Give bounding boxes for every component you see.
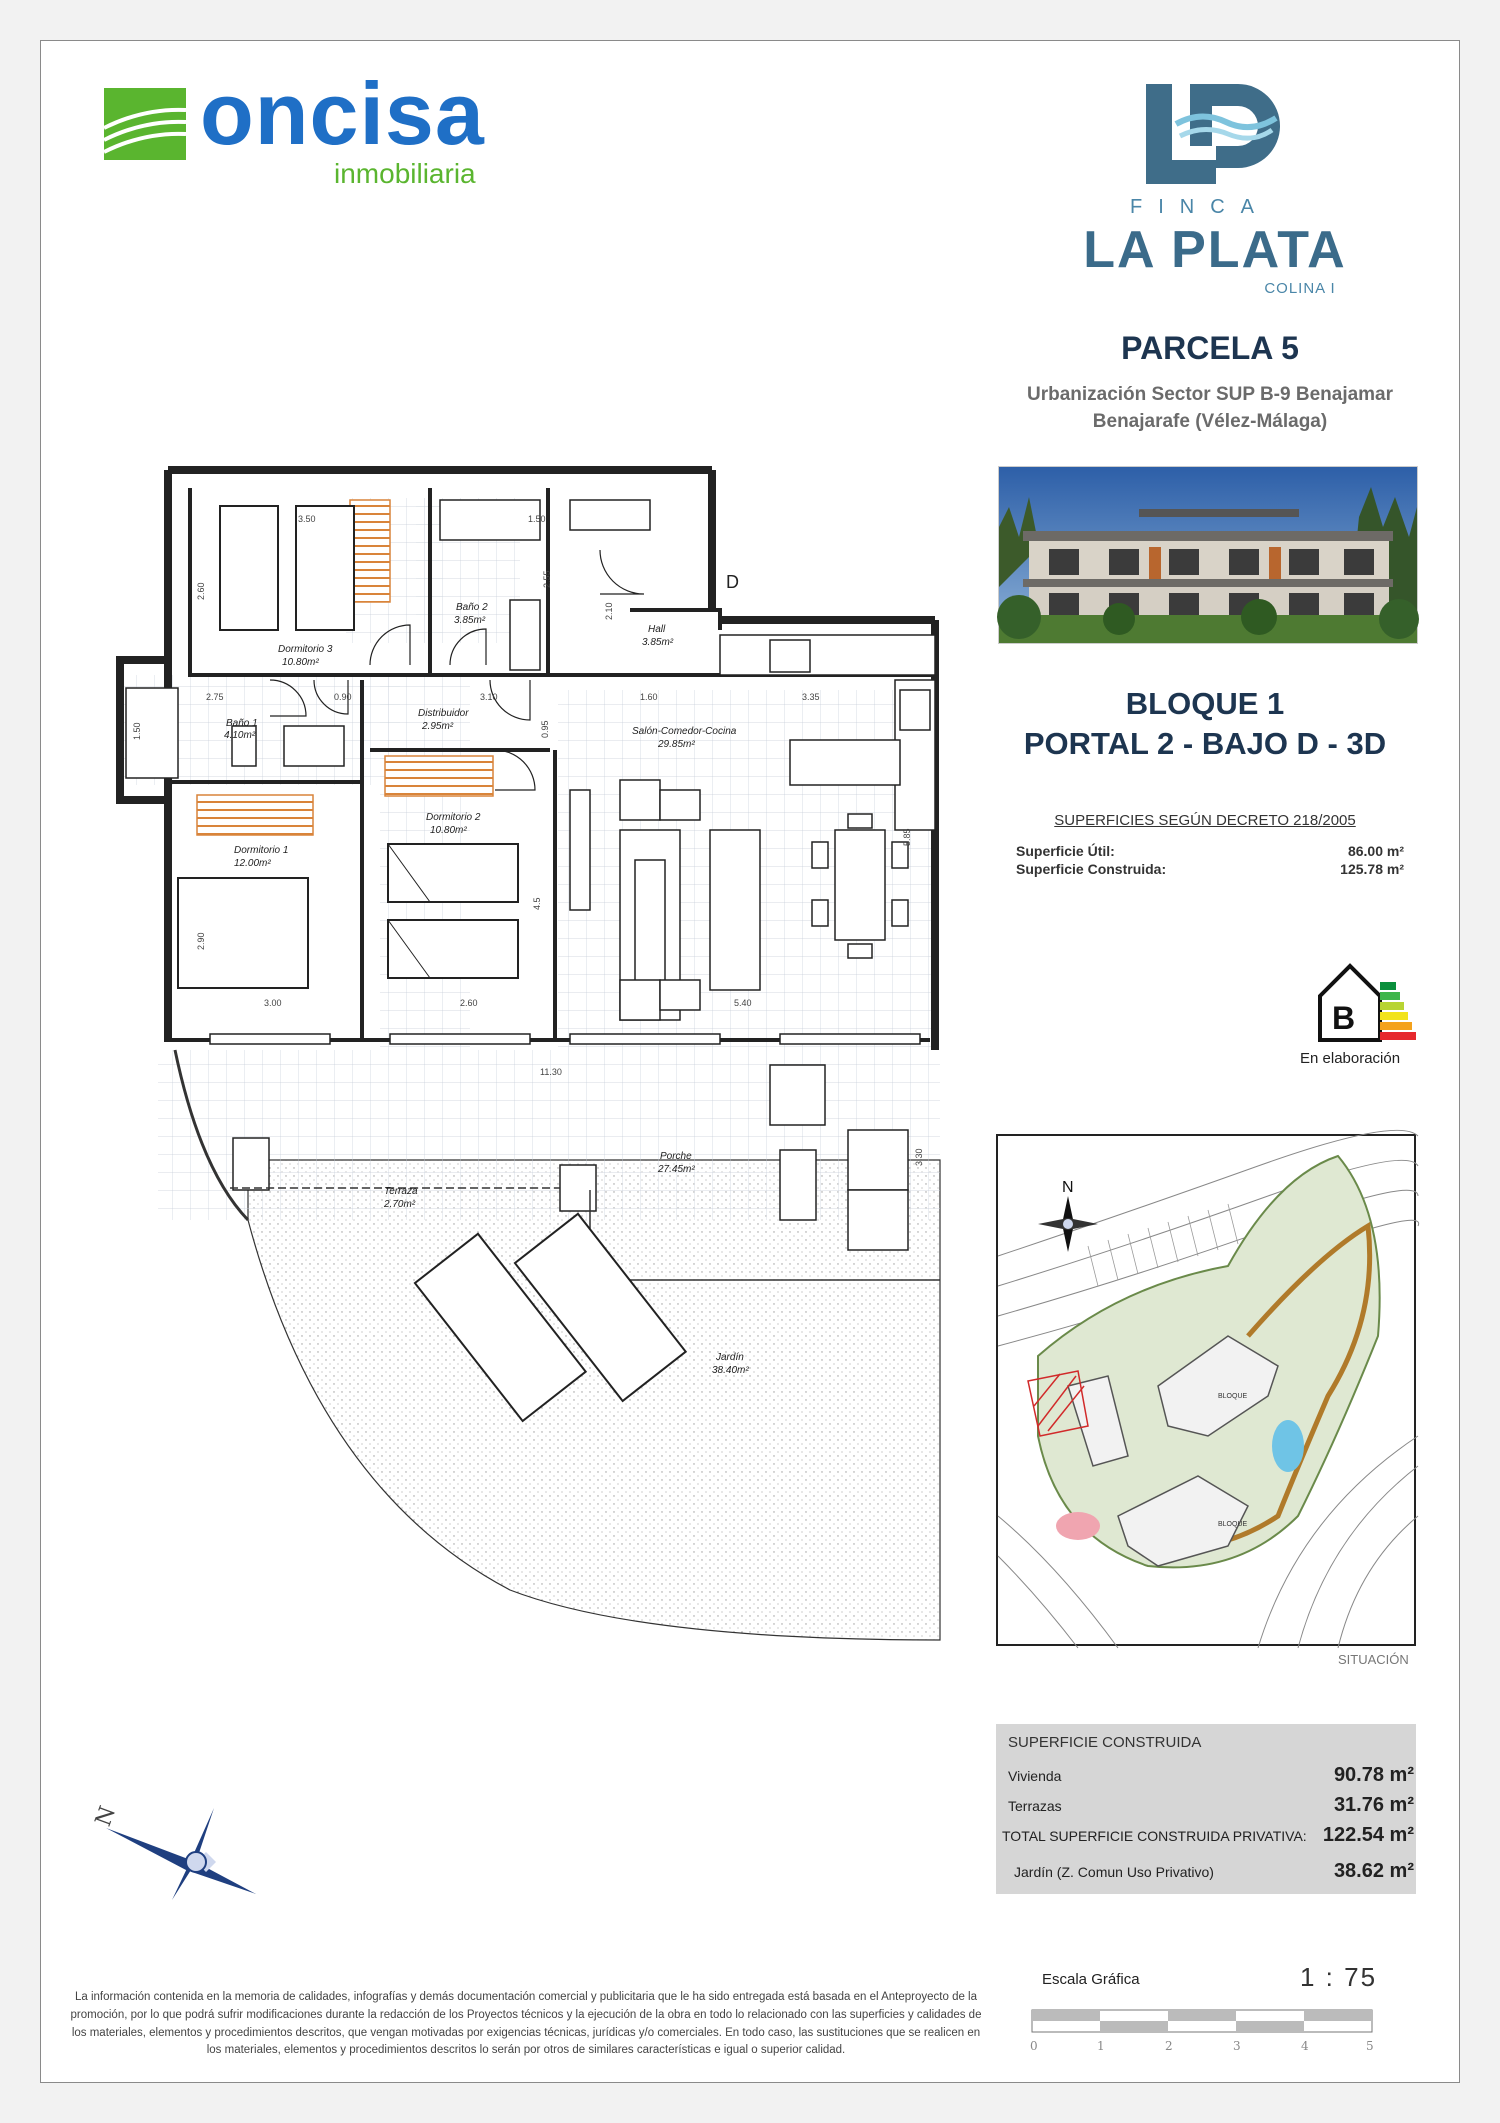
dimension: 0.95 [540,720,550,738]
room-name: Dormitorio 3 [278,644,333,655]
room-area: 29.85m² [658,739,695,750]
lp-finca-label: FINCA [1130,196,1270,218]
superficie-construida-row [1016,861,1420,877]
room-area: 12.00m² [234,858,271,869]
room-name: Salón-Comedor-Cocina [632,726,737,737]
bed [296,506,354,630]
scale-tick: 5 [1366,2039,1374,2053]
armchair [620,980,660,1020]
room-name: Dormitorio 2 [426,812,481,823]
superficie-util-row [1016,843,1420,859]
coffee-table [635,860,665,990]
room-area: 2.70m² [384,1199,416,1210]
sofa [710,830,760,990]
room-area: 38.40m² [712,1365,749,1376]
dimension: 0.90 [334,692,352,702]
tv-unit [570,790,590,910]
sc-row-jardin [1014,1860,1414,1883]
oncisa-wordmark: oncisa [200,64,485,163]
superficies-decreto-title: SUPERFICIES SEGÚN DECRETO 218/2005 [1054,812,1356,829]
dimension: 3.35 [802,692,820,702]
lp-colina-label: COLINA I [1264,280,1336,297]
plan-north-label: N [91,1802,122,1830]
stairs [197,795,313,835]
kitchen-island [790,740,900,785]
chair [848,944,872,958]
dimension: 3.50 [298,514,316,524]
dimension: 2.90 [196,932,206,950]
scale-tick: 0 [1030,2039,1038,2053]
kitchen-counter [720,635,935,675]
energy-rating-letter: B [1332,1000,1356,1036]
energy-caption: En elaboración [1300,1050,1401,1067]
room-name: Hall [648,624,666,635]
armchair [770,1065,825,1125]
oncisa-logo-mark [104,88,186,160]
armchair [660,980,700,1010]
bathtub [440,500,540,540]
escala-label: Escala Gráfica [1042,1971,1140,1988]
situation-block-label-1: BLOQUE [1218,1393,1248,1400]
bed [220,506,278,630]
dimension: 2.75 [206,692,224,702]
dimension: 1.50 [132,722,142,740]
bed [388,844,518,902]
chair [892,900,908,926]
dimension: 5.85 [902,828,912,846]
bed [388,920,518,978]
sc-row-terrazas [1008,1794,1414,1817]
situation-map [996,1134,1416,1646]
room-name: Baño 2 [456,602,488,613]
wall [630,610,720,630]
sc-row-value: 122.54 m² [1322,1824,1414,1846]
room-name: Terraza [384,1186,418,1197]
urbanizacion-line-1: Urbanización Sector SUP B-9 Benajamar [1026,384,1394,405]
sc-row-value: 31.76 m² [1333,1794,1414,1816]
dining-table [835,830,885,940]
storage [570,500,650,530]
dimension: 11.30 [540,1067,562,1077]
room-area: 4.10m² [224,730,256,741]
room-area: 3.85m² [454,615,486,626]
sc-row-label: Terrazas [1008,1798,1062,1814]
dimension: 1.50 [528,514,546,524]
armchair [848,1130,908,1190]
dimension: 2.60 [460,998,478,1008]
dimension: 4.5 [532,897,542,910]
kitchen-sink [900,690,930,730]
dimension: 2.10 [604,602,614,620]
room-name: Distribuidor [418,708,469,719]
armchair [848,1190,908,1250]
sc-row-value: 38.62 m² [1333,1860,1414,1882]
chair [812,842,828,868]
portal-label: PORTAL 2 - BAJO D - 3D [1023,725,1387,761]
situation-caption: SITUACIÓN [1338,1652,1409,1667]
unit-title [980,684,1430,763]
la-plata-logo-mark [1146,84,1286,184]
dimension: 1.60 [640,692,658,702]
dimension: 5.40 [734,998,752,1008]
door-letter: D [726,572,739,592]
sc-row-label: Jardín (Z. Comun Uso Privativo) [1014,1864,1214,1880]
dimension: 3.30 [914,1148,924,1166]
scale-tick: 3 [1233,2039,1241,2053]
sc-row-value: 90.78 m² [1333,1764,1414,1786]
sc-row-vivienda [1008,1764,1414,1787]
dimension: 3.10 [480,692,498,702]
situation-north-label: N [1062,1179,1074,1196]
superficie-util-label: Superficie Útil: [1016,843,1115,859]
window [570,1034,720,1044]
window [390,1034,530,1044]
scale-tick: 4 [1301,2039,1309,2053]
room-area: 27.45m² [658,1164,695,1175]
armchair [620,780,660,820]
sc-row-label: Vivienda [1008,1768,1062,1784]
sc-row-label: TOTAL SUPERFICIE CONSTRUIDA PRIVATIVA: [1002,1828,1307,1844]
escala-value: 1 : 75 [1300,1962,1378,1992]
room-name: Porche [660,1151,692,1162]
room-area: 10.80m² [282,657,319,668]
chair [848,814,872,828]
lp-name: LA PLATA [1083,221,1347,279]
scale-tick: 1 [1097,2039,1105,2053]
bloque-label: BLOQUE 1 [1125,686,1285,721]
outdoor-table [780,1150,816,1220]
stairs [385,756,493,796]
room-name: Baño 1 [226,718,258,729]
superficie-construida-value: 125.78 m² [1340,861,1404,877]
floor-plan [100,470,960,1650]
dimension: 3.00 [264,998,282,1008]
jardin-area [248,1160,940,1640]
chair [812,900,828,926]
sink [510,600,540,670]
room-area: 2.95m² [422,721,454,732]
urbanizacion-line-2: Benajarafe (Vélez-Málaga) [1092,410,1328,432]
legal-disclaimer: La información contenida en la memoria de calidades, infografías y demás documentación comercial y publicitaria que le ha sido entregada está basada en el Anteproyecto de la promoción, por lo que podrá sufrir modificaciones durante la redacción de los Proyectos técnicos y la ejecución de la obra en todo lo relacionado con las superficies y calidades de los materiales, elementos y procedimientos descritos, que vengan motivadas por exigencias técnicas, jurídicas y/o comerciales. En todo caso, las sustituciones que se realicen en los materiales, elementos y procedimientos descritos lo serán por otros de similares características e igual o superior calidad. [70,1991,982,2057]
sc-row-total [1002,1824,1414,1847]
building-render-photo [998,466,1418,644]
superficie-util-value: 86.00 m² [1347,843,1404,859]
window [210,1034,330,1044]
sink [284,726,344,766]
urbanizacion-text [960,382,1460,435]
armchair [660,790,700,820]
superficie-construida-label: Superficie Construida: [1016,861,1167,877]
parcela-title: PARCELA 5 [1121,330,1299,366]
window [780,1034,920,1044]
room-name: Dormitorio 1 [234,845,289,856]
room-name: Jardín [716,1352,744,1363]
oncisa-subtitle: inmobiliaria [334,158,476,189]
situation-north-icon [1038,1179,1098,1252]
dimension: 2.60 [196,582,206,600]
graphic-scale-bar [1032,2010,1372,2054]
plan-north-icon [91,1790,276,1910]
room-area: 3.85m² [642,637,674,648]
cooktop [770,640,810,672]
dimension: 2.55 [542,570,552,588]
stairs [350,500,390,602]
room-area: 10.80m² [430,825,467,836]
scale-tick: 2 [1165,2039,1173,2053]
situation-block-label-2: BLOQUE [1218,1521,1248,1528]
superficie-construida-title: SUPERFICIE CONSTRUIDA [1008,1734,1202,1751]
planter [233,1138,269,1190]
